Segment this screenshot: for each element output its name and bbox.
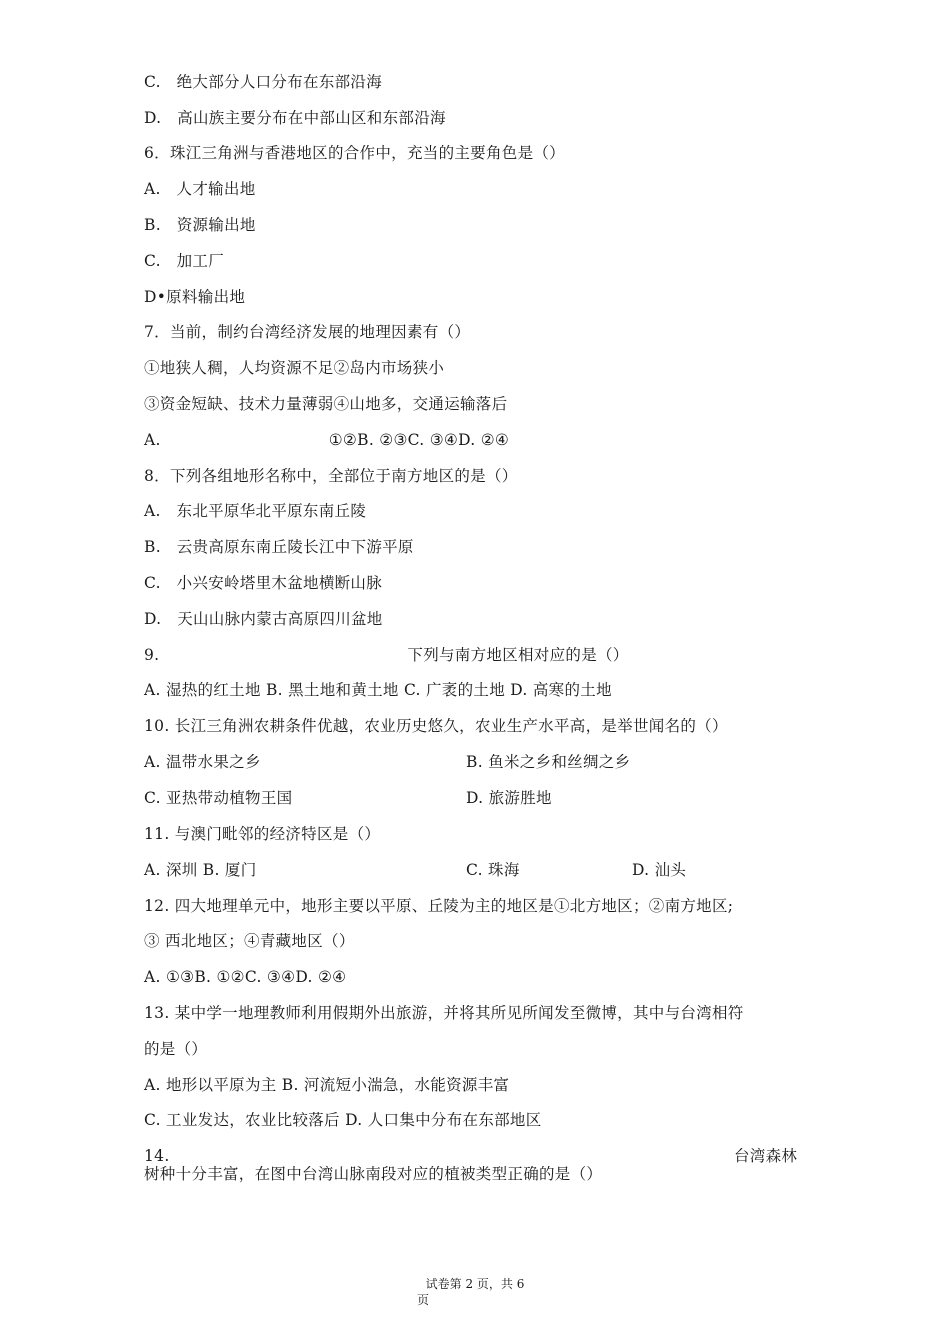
option-10d: D. 旅游胜地 bbox=[466, 789, 552, 807]
question-12-options: A. ①③B. ①②C. ③④D. ②④ bbox=[144, 968, 347, 986]
question-7-item-1: ①地狭人稠，人均资源不足②岛内市场狭小 bbox=[144, 359, 445, 377]
question-10: 10. 长江三角洲农耕条件优越，农业历史悠久，农业生产水平高，是举世闻名的（） bbox=[144, 717, 728, 735]
option-11ab: A. 深圳 B. 厦门 bbox=[144, 861, 257, 879]
question-14-number: 14. bbox=[144, 1147, 170, 1165]
question-9-number: 9. bbox=[144, 646, 160, 664]
option-10a: A. 温带水果之乡 bbox=[144, 753, 261, 771]
question-9-text: 下列与南方地区相对应的是（） bbox=[407, 646, 629, 664]
option-8a: A. 东北平原华北平原东南丘陵 bbox=[144, 502, 367, 520]
option-6c: C. 加工厂 bbox=[144, 252, 225, 270]
question-13: 13. 某中学一地理教师利用假期外出旅游，并将其所见所闻发至微博，其中与台湾相符 bbox=[144, 1004, 744, 1022]
option-8c: C. 小兴安岭塔里木盆地横断山脉 bbox=[144, 574, 383, 592]
option-6b: B. 资源输出地 bbox=[144, 216, 256, 234]
option-8b: B. 云贵高原东南丘陵长江中下游平原 bbox=[144, 538, 414, 556]
page-footer-line-2: 页 bbox=[416, 1293, 429, 1307]
option-6a: A. 人才输出地 bbox=[144, 180, 256, 198]
option-7a-label: A. bbox=[144, 431, 161, 449]
question-6: 6．珠江三角洲与香港地区的合作中，充当的主要角色是（） bbox=[144, 144, 565, 162]
question-14-text: 树种十分丰富，在图中台湾山脉南段对应的植被类型正确的是（） bbox=[144, 1165, 603, 1183]
option-10c: C. 亚热带动植物王国 bbox=[144, 789, 293, 807]
question-9 bbox=[144, 645, 629, 665]
question-9-options: A. 湿热的红土地 B. 黑土地和黄土地 C. 广袤的土地 D. 高寒的土地 bbox=[144, 681, 612, 699]
question-11: 11. 与澳门毗邻的经济特区是（） bbox=[144, 825, 381, 843]
question-12-cont: ③ 西北地区；④青藏地区（） bbox=[144, 932, 355, 950]
question-7-options bbox=[144, 430, 509, 450]
option-11c: C. 珠海 bbox=[466, 861, 520, 879]
option-11d: D. 汕头 bbox=[632, 861, 687, 879]
option-6d: D•原料输出地 bbox=[144, 288, 246, 306]
option-5d: D. 高山族主要分布在中部山区和东部沿海 bbox=[144, 109, 446, 127]
option-13cd: C. 工业发达，农业比较落后 D. 人口集中分布在东部地区 bbox=[144, 1111, 542, 1129]
question-7-item-2: ③资金短缺、技术力量薄弱④山地多，交通运输落后 bbox=[144, 395, 508, 413]
question-7: 7．当前，制约台湾经济发展的地理因素有（） bbox=[144, 323, 471, 341]
question-8: 8．下列各组地形名称中，全部位于南方地区的是（） bbox=[144, 467, 518, 485]
option-8d: D. 天山山脉内蒙古高原四川盆地 bbox=[144, 610, 383, 628]
question-12: 12. 四大地理单元中，地形主要以平原、丘陵为主的地区是①北方地区；②南方地区; bbox=[144, 897, 734, 915]
question-13-cont: 的是（） bbox=[144, 1040, 208, 1058]
page-footer-line-1: 试卷第 2 页，共 6 bbox=[425, 1277, 525, 1291]
question-7-option-values: ①②B. ②③C. ③④D. ②④ bbox=[328, 431, 510, 449]
question-14-head: 台湾森林 bbox=[734, 1147, 798, 1165]
option-10b: B. 鱼米之乡和丝绸之乡 bbox=[466, 753, 631, 771]
option-5c: C. 绝大部分人口分布在东部沿海 bbox=[144, 73, 383, 91]
option-13ab: A. 地形以平原为主 B. 河流短小湍急，水能资源丰富 bbox=[144, 1076, 510, 1094]
